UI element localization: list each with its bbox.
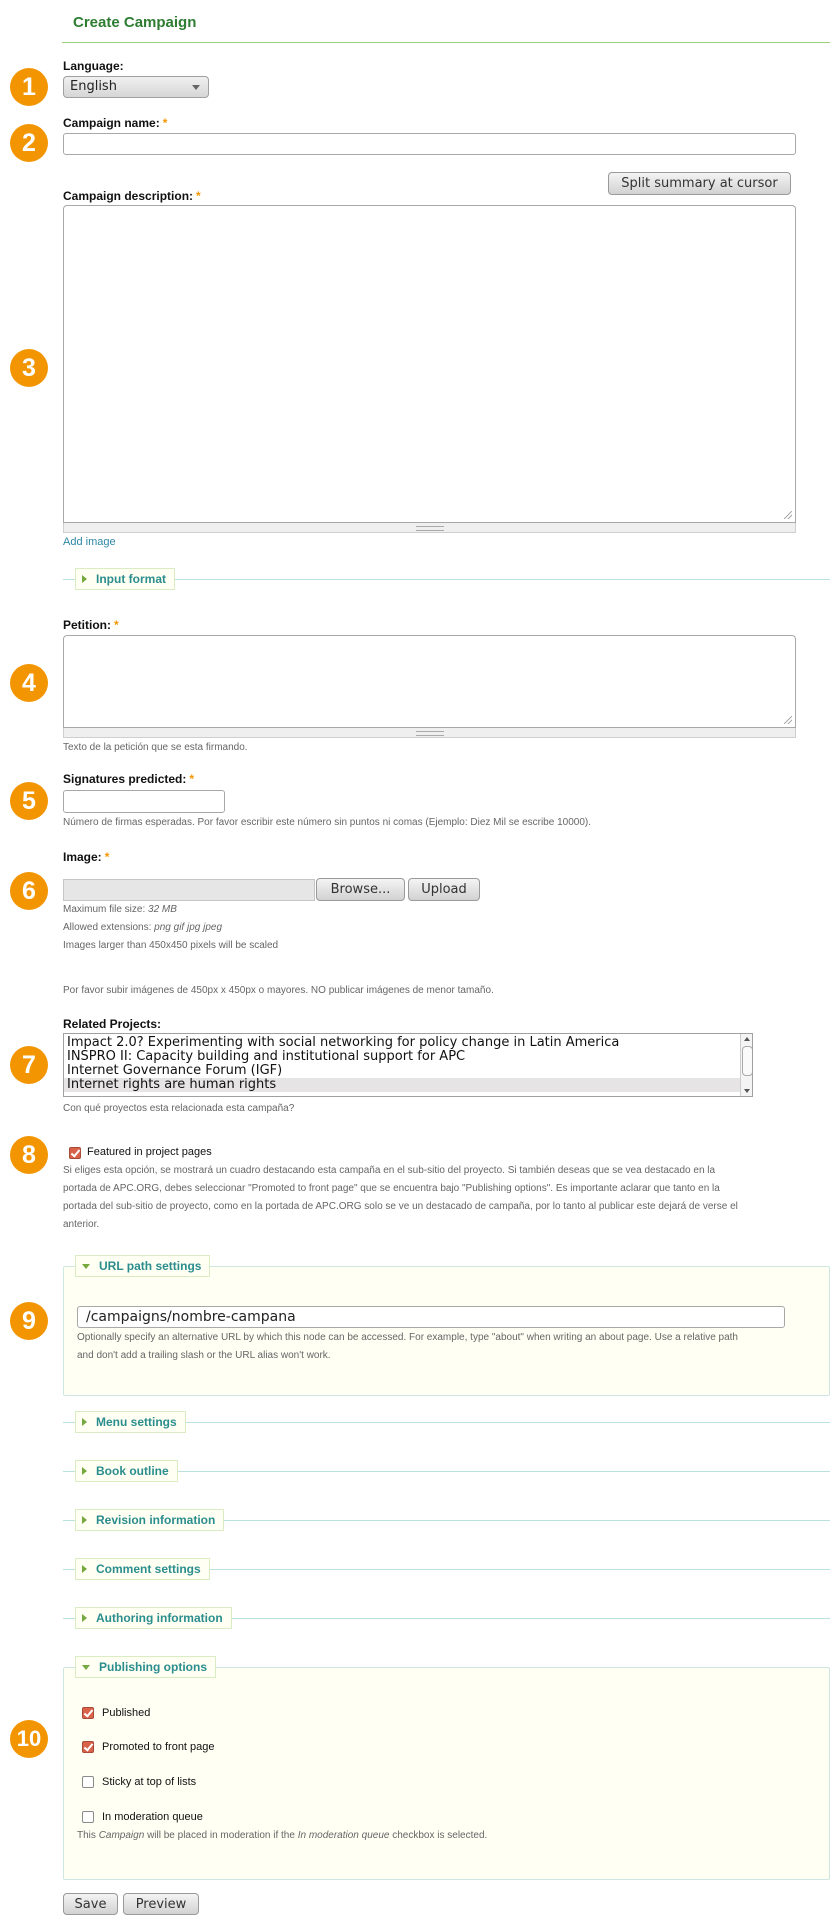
signatures-input[interactable] [63,790,225,813]
publishing-options-fieldset [63,1667,830,1880]
url-path-toggle[interactable]: URL path settings [75,1255,210,1277]
menu-settings-toggle[interactable]: Menu settings [75,1411,186,1433]
publishing-options-toggle[interactable]: Publishing options [75,1656,216,1678]
step-badge-3: 3 [10,349,48,387]
book-outline-rule [63,1471,830,1472]
signatures-help: Número de firmas esperadas. Por favor escribir este número sin puntos ni comas (Ejemplo: Diez Mil se escribe 10000). [63,817,591,828]
list-item[interactable]: Impact 2.0? Experimenting with social networking for policy change in Latin America [67,1035,620,1050]
language-selected-value: English [70,79,117,94]
required-marker: * [104,850,110,864]
signatures-label: Signatures predicted: * [63,772,195,786]
list-item[interactable]: INSPRO II: Capacity building and institutional support for APC [67,1049,466,1064]
step-badge-8: 8 [10,1136,48,1174]
image-file-path[interactable] [63,879,315,901]
image-label: Image: * [63,850,110,864]
required-marker: * [162,116,168,130]
chevron-right-icon [82,575,87,583]
textarea-resize-grip[interactable] [63,523,796,533]
add-image-link[interactable]: Add image [63,536,116,548]
step-badge-2: 2 [10,124,48,162]
sticky-label: Sticky at top of lists [102,1776,197,1788]
book-outline-toggle[interactable]: Book outline [75,1460,178,1482]
campaign-description-label: Campaign description: * [63,189,201,203]
chevron-right-icon [82,1516,87,1524]
chevron-right-icon [82,1467,87,1475]
promoted-label: Promoted to front page [102,1741,215,1753]
published-label: Published [102,1707,151,1719]
step-badge-5: 5 [10,782,48,820]
url-alias-help: Optionally specify an alternative URL by which this node can be accessed. For example, type "about" when writing an about page. Use a relative path and don't add a trailing slash or the URL alias won't work. [77,1332,738,1361]
petition-textarea[interactable] [63,635,796,728]
required-marker: * [189,772,195,786]
max-file-size: Maximum file size: 32 MB [63,904,177,915]
image-size-advice: Por favor subir imágenes de 450px x 450px o mayores. NO publicar imágenes de menor tamaño. [63,985,494,996]
featured-label: Featured in project pages [87,1146,212,1158]
chevron-right-icon [82,1614,87,1622]
language-label: Language: [63,59,124,73]
petition-resize-grip[interactable] [63,728,796,738]
chevron-right-icon [82,1565,87,1573]
moderation-checkbox[interactable] [82,1811,94,1823]
grip-lines-icon [416,526,444,531]
featured-help: Si eliges esta opción, se mostrará un cuadro destacando esta campaña en el sub-sitio del proyecto. Si también deseas que se vea destacado en la portada de APC.ORG, debes seleccionar "Promoted to front page" que se encuentra bajo "Publishing options". Es importante aclarar que tanto en la portada del sub-sitio de proyecto, como en la portada de APC.ORG solo se ve un destacado de campaña, por lo tanto al publicar este dejará de verse el anterior. [63,1165,738,1230]
promoted-checkbox[interactable] [82,1741,94,1753]
sticky-checkbox[interactable] [82,1776,94,1788]
campaign-description-textarea[interactable] [63,205,796,523]
upload-button[interactable]: Upload [408,878,480,901]
browse-button[interactable]: Browse... [316,878,405,901]
petition-label: Petition: * [63,618,119,632]
chevron-down-icon [82,1665,90,1670]
title-divider [62,42,830,43]
required-marker: * [114,618,119,632]
related-projects-label: Related Projects: [63,1017,162,1031]
moderation-label: In moderation queue [102,1811,203,1823]
comment-settings-toggle[interactable]: Comment settings [75,1558,210,1580]
preview-button[interactable]: Preview [123,1893,199,1915]
split-summary-button[interactable]: Split summary at cursor [608,172,791,195]
published-checkbox[interactable] [82,1707,94,1719]
authoring-info-toggle[interactable]: Authoring information [75,1607,232,1629]
image-scaled-note: Images larger than 450x450 pixels will be scaled [63,940,279,951]
petition-help: Texto de la petición que se esta firmando. [63,742,248,753]
moderation-note: This Campaign will be placed in moderation if the In moderation queue checkbox is selected. [77,1830,488,1841]
step-badge-6: 6 [10,872,48,910]
step-badge-1: 1 [10,68,48,106]
step-badge-4: 4 [10,664,48,702]
resize-corner-icon[interactable] [784,511,792,519]
page-title: Create Campaign [73,14,197,31]
chevron-down-icon [82,1264,90,1269]
input-format-rule [63,579,830,580]
revision-info-toggle[interactable]: Revision information [75,1509,224,1531]
chevron-right-icon [82,1418,87,1426]
related-projects-help: Con qué proyectos esta relacionada esta campaña? [63,1103,295,1114]
campaign-name-input[interactable] [63,133,796,155]
campaign-name-label: Campaign name: * [63,116,168,130]
grip-lines-icon [416,731,444,736]
url-alias-input[interactable] [77,1306,785,1328]
related-projects-listbox[interactable] [63,1033,753,1097]
required-marker: * [196,189,201,203]
resize-corner-icon[interactable] [784,716,792,724]
scroll-up-icon[interactable] [744,1037,750,1041]
listbox-scrollbar[interactable] [740,1034,752,1096]
allowed-extensions: Allowed extensions: png gif jpg jpeg [63,922,223,933]
chevron-down-icon [192,85,200,90]
save-button[interactable]: Save [63,1893,118,1915]
scroll-down-icon[interactable] [744,1089,750,1093]
step-badge-7: 7 [10,1046,48,1084]
featured-checkbox[interactable] [69,1147,81,1159]
scroll-thumb[interactable] [742,1046,753,1076]
list-item-selected[interactable]: Internet rights are human rights [64,1078,752,1092]
step-badge-9: 9 [10,1302,48,1340]
step-badge-10: 10 [10,1720,48,1758]
list-item[interactable]: Internet Governance Forum (IGF) [67,1063,283,1078]
language-select[interactable] [63,76,209,98]
input-format-toggle[interactable]: Input format [75,568,175,590]
